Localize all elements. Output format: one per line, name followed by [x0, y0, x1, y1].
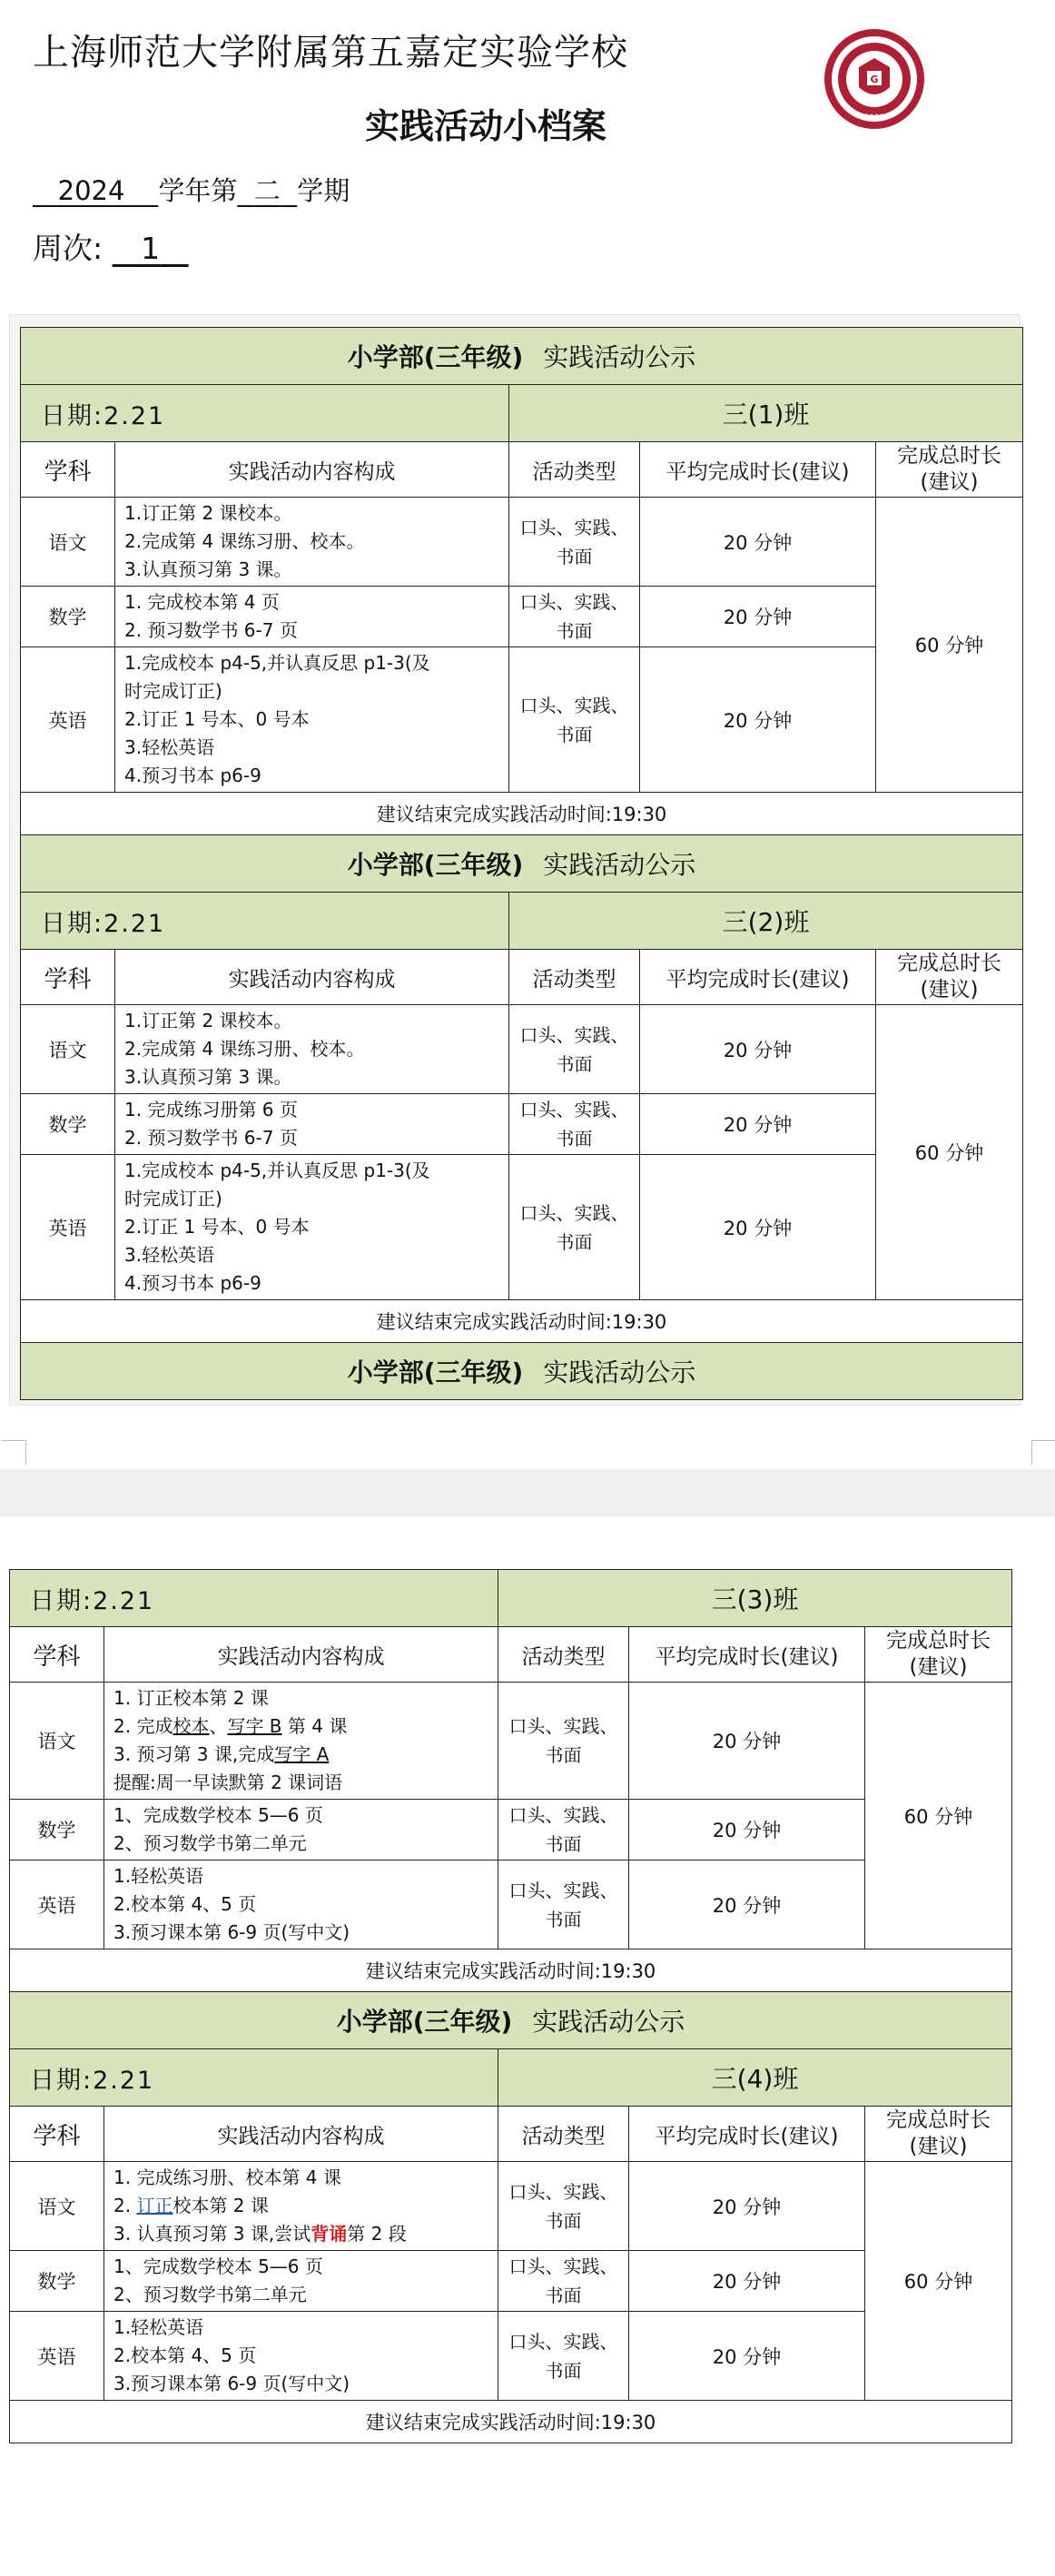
table-row [21, 647, 1023, 793]
avg-cell: 20 分钟 [640, 1094, 876, 1155]
col-type: 活动类型 [509, 950, 640, 1005]
col-subject: 学科 [10, 2107, 104, 2162]
content-cell: 1. 完成校本第 4 页 2. 预习数学书 6-7 页 [115, 587, 509, 647]
year-field: 2024 [57, 175, 125, 206]
page-corner-mark [1031, 1440, 1055, 1465]
date-cell: 日期:2.21 [10, 1570, 498, 1627]
subject-cell: 英语 [10, 2312, 104, 2401]
avg-cell: 20 分钟 [629, 1860, 865, 1949]
col-content: 实践活动内容构成 [115, 442, 509, 498]
table-row [21, 587, 1023, 647]
seal-year-text: 2021 [863, 114, 885, 123]
avg-cell: 20 分钟 [640, 498, 876, 587]
content-cell: 1.订正第 2 课校本。 2.完成第 4 课练习册、校本。 3.认真预习第 3 课。 [115, 1005, 509, 1094]
type-cell: 口头、实践、 书面 [509, 587, 640, 647]
col-subject: 学科 [10, 1627, 104, 1683]
content-cell: 1. 完成练习册、校本第 4 课 2. 订正校本第 2 课 3. 认真预习第 3 课,尝试背诵第 2 段 [104, 2162, 498, 2251]
total-cell: 60 分钟 [865, 1683, 1012, 1949]
class-name: 三(3)班 [498, 1570, 1012, 1627]
type-cell: 口头、实践、 书面 [498, 1860, 629, 1949]
col-avg: 平均完成时长(建议) [640, 950, 876, 1005]
avg-cell: 20 分钟 [629, 2312, 865, 2401]
type-cell: 口头、实践、 书面 [509, 1155, 640, 1300]
col-content: 实践活动内容构成 [115, 950, 509, 1005]
table-row [10, 1800, 1012, 1860]
week-line [33, 225, 189, 268]
section-header: 小学部(三年级) 实践活动公示 [21, 835, 1023, 893]
page-corner-mark [2, 1440, 26, 1465]
school-seal-logo [823, 27, 926, 131]
recite-emphasis: 背诵 [311, 2223, 348, 2245]
avg-cell: 20 分钟 [640, 647, 876, 793]
footer-note: 建议结束完成实践活动时间:19:30 [10, 1949, 1012, 1992]
type-cell: 口头、实践、 书面 [498, 2251, 629, 2312]
type-cell: 口头、实践、 书面 [498, 2312, 629, 2401]
col-subject: 学科 [21, 442, 115, 498]
avg-cell: 20 分钟 [629, 1683, 865, 1800]
content-cell: 1、完成数学校本 5—6 页 2、预习数学书第二单元 [104, 1800, 498, 1860]
content-cell: 1.完成校本 p4-5,并认真反思 p1-3(及 时完成订正) 2.订正 1 号本、0 号本 3.轻松英语 4.预习书本 p6-9 [115, 1155, 509, 1300]
col-avg: 平均完成时长(建议) [629, 2107, 865, 2162]
total-cell: 60 分钟 [876, 498, 1023, 793]
activity-sheet-page-1 [20, 327, 1022, 1400]
avg-cell: 20 分钟 [629, 2162, 865, 2251]
table-row [10, 2162, 1012, 2251]
col-type: 活动类型 [498, 1627, 629, 1683]
term-label-b: 学期 [297, 175, 350, 206]
type-cell: 口头、实践、 书面 [509, 1005, 640, 1094]
footer-note: 建议结束完成实践活动时间:19:30 [21, 1300, 1023, 1343]
activity-table-1 [20, 327, 1023, 1400]
content-cell: 1. 完成练习册第 6 页 2. 预习数学书 6-7 页 [115, 1094, 509, 1155]
table-row [21, 1155, 1023, 1300]
total-cell: 60 分钟 [865, 2162, 1012, 2401]
subject-cell: 英语 [21, 1155, 115, 1300]
content-cell: 1.完成校本 p4-5,并认真反思 p1-3(及 时完成订正) 2.订正 1 号本、0 号本 3.轻松英语 4.预习书本 p6-9 [115, 647, 509, 793]
col-total: 完成总时长 (建议) [876, 442, 1023, 498]
type-cell: 口头、实践、 书面 [498, 1683, 629, 1800]
date-cell: 日期:2.21 [21, 893, 509, 950]
term-line [33, 171, 350, 208]
table-row [10, 2251, 1012, 2312]
table-row [21, 1094, 1023, 1155]
content-cell: 1.订正第 2 课校本。 2.完成第 4 课练习册、校本。 3.认真预习第 3 课。 [115, 498, 509, 587]
avg-cell: 20 分钟 [640, 1005, 876, 1094]
footer-note: 建议结束完成实践活动时间:19:30 [10, 2401, 1012, 2443]
section-header: 小学部(三年级) 实践活动公示 [21, 1343, 1023, 1400]
term-label-a: 学年第 [158, 175, 238, 206]
subject-cell: 数学 [10, 2251, 104, 2312]
school-name: 上海师范大学附属第五嘉定实验学校 [33, 32, 628, 74]
content-cell: 1.轻松英语 2.校本第 4、5 页 3.预习课本第 6-9 页(写中文) [104, 2312, 498, 2401]
table-row [21, 1005, 1023, 1094]
section-header: 小学部(三年级) 实践活动公示 [10, 1992, 1012, 2049]
subject-cell: 语文 [21, 1005, 115, 1094]
type-cell: 口头、实践、 书面 [498, 1800, 629, 1860]
week-label: 周次: [33, 231, 104, 266]
date-cell: 日期:2.21 [21, 385, 509, 442]
subject-cell: 英语 [10, 1860, 104, 1949]
activity-table-2 [9, 1569, 1012, 2443]
type-cell: 口头、实践、 书面 [509, 1094, 640, 1155]
avg-cell: 20 分钟 [640, 587, 876, 647]
activity-sheet-page-2 [9, 1569, 1011, 2443]
document-title: 实践活动小档案 [364, 106, 606, 146]
content-cell: 1、完成数学校本 5—6 页 2、预习数学书第二单元 [104, 2251, 498, 2312]
subject-cell: 数学 [21, 587, 115, 647]
subject-cell: 英语 [21, 647, 115, 793]
footer-note: 建议结束完成实践活动时间:19:30 [21, 793, 1023, 835]
avg-cell: 20 分钟 [629, 2251, 865, 2312]
section-header: 小学部(三年级) 实践活动公示 [21, 328, 1023, 385]
svg-text:G: G [870, 74, 879, 85]
table-row [21, 498, 1023, 587]
date-cell: 日期:2.21 [10, 2049, 498, 2107]
col-subject: 学科 [21, 950, 115, 1005]
subject-cell: 语文 [21, 498, 115, 587]
page-gap [0, 1469, 1055, 1516]
revise-link[interactable]: 订正 [136, 2195, 173, 2216]
col-total: 完成总时长 (建议) [865, 2107, 1012, 2162]
week-number-field: 1 [141, 231, 161, 266]
avg-cell: 20 分钟 [629, 1800, 865, 1860]
col-total: 完成总时长 (建议) [865, 1627, 1012, 1683]
col-type: 活动类型 [498, 2107, 629, 2162]
term-number-field: 二 [253, 175, 281, 206]
table-row [10, 1683, 1012, 1800]
col-avg: 平均完成时长(建议) [629, 1627, 865, 1683]
col-content: 实践活动内容构成 [104, 2107, 498, 2162]
subject-cell: 语文 [10, 2162, 104, 2251]
col-content: 实践活动内容构成 [104, 1627, 498, 1683]
class-name: 三(2)班 [509, 893, 1023, 950]
col-avg: 平均完成时长(建议) [640, 442, 876, 498]
content-cell: 1. 订正校本第 2 课 2. 完成校本、写字 B 第 4 课 3. 预习第 3 课,完成写字 A 提醒:周一早读默第 2 课词语 [104, 1683, 498, 1800]
subject-cell: 数学 [10, 1800, 104, 1860]
content-cell: 1.轻松英语 2.校本第 4、5 页 3.预习课本第 6-9 页(写中文) [104, 1860, 498, 1949]
col-total: 完成总时长 (建议) [876, 950, 1023, 1005]
type-cell: 口头、实践、 书面 [509, 498, 640, 587]
table-row [10, 2312, 1012, 2401]
class-name: 三(4)班 [498, 2049, 1012, 2107]
col-type: 活动类型 [509, 442, 640, 498]
type-cell: 口头、实践、 书面 [509, 647, 640, 793]
subject-cell: 数学 [21, 1094, 115, 1155]
avg-cell: 20 分钟 [640, 1155, 876, 1300]
table-row [10, 1860, 1012, 1949]
subject-cell: 语文 [10, 1683, 104, 1800]
class-name: 三(1)班 [509, 385, 1023, 442]
total-cell: 60 分钟 [876, 1005, 1023, 1300]
type-cell: 口头、实践、 书面 [498, 2162, 629, 2251]
